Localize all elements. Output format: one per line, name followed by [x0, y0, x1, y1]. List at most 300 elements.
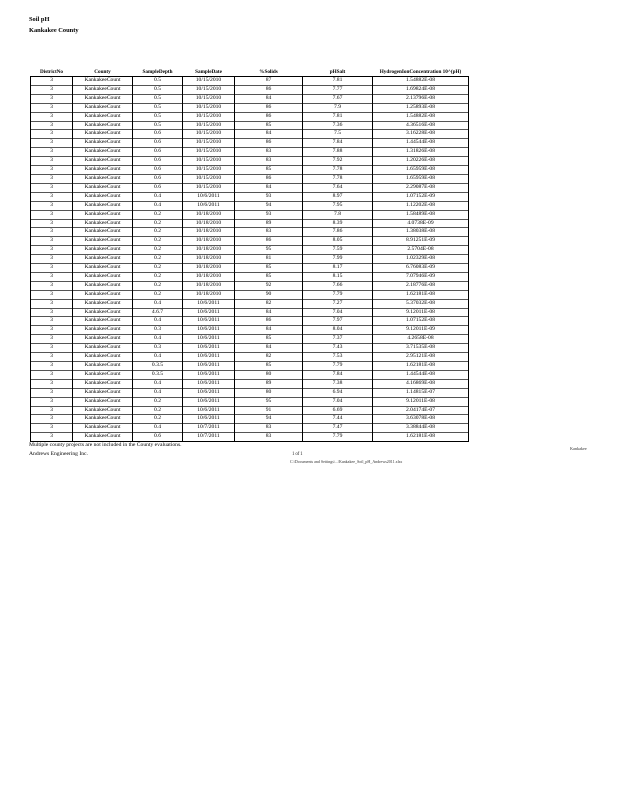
table-row — [31, 388, 469, 397]
table-cell: 2.5704E-08 — [373, 246, 469, 255]
table-cell: 9.12011E-08 — [373, 308, 469, 317]
table-cell: 10/18/2010 — [183, 255, 235, 264]
table-row — [31, 353, 469, 362]
table-cell: KankakeeCount — [73, 130, 133, 139]
table-cell: 3 — [31, 210, 73, 219]
table-cell: 9.12011E-08 — [373, 397, 469, 406]
table-cell: 7.64 — [303, 183, 373, 192]
table-cell: 2.95121E-08 — [373, 353, 469, 362]
table-cell: 7.77 — [303, 85, 373, 94]
table-cell: 0.4 — [133, 379, 183, 388]
table-cell: 0.2 — [133, 228, 183, 237]
table-cell: 0.2 — [133, 264, 183, 273]
table-cell: 1.44544E-08 — [373, 139, 469, 148]
table-cell: 10/6/2011 — [183, 388, 235, 397]
table-row — [31, 201, 469, 210]
table-cell: 7.79 — [303, 433, 373, 442]
table-cell: 10/6/2011 — [183, 335, 235, 344]
table-row — [31, 85, 469, 94]
table-cell: KankakeeCount — [73, 344, 133, 353]
table-cell: 0.6 — [133, 130, 183, 139]
table-cell: 3.71535E-08 — [373, 344, 469, 353]
table-cell: 10/6/2011 — [183, 326, 235, 335]
table-cell: 0.6 — [133, 183, 183, 192]
table-cell: 10/6/2011 — [183, 192, 235, 201]
table-cell: 10/6/2011 — [183, 344, 235, 353]
table-body — [31, 77, 469, 442]
table-cell: 3 — [31, 308, 73, 317]
table-cell: 3 — [31, 272, 73, 281]
table-cell: KankakeeCount — [73, 192, 133, 201]
table-cell: KankakeeCount — [73, 326, 133, 335]
table-cell: 86 — [235, 103, 303, 112]
table-cell: 89 — [235, 219, 303, 228]
table-cell: 7.47 — [303, 424, 373, 433]
table-cell: 80 — [235, 370, 303, 379]
table-cell: 3 — [31, 157, 73, 166]
table-cell: 0.5 — [133, 85, 183, 94]
table-cell: 10/6/2011 — [183, 299, 235, 308]
table-cell: 1.54882E-08 — [373, 77, 469, 86]
column-header: pHSalt — [303, 45, 373, 77]
table-cell: 92 — [235, 281, 303, 290]
table-cell: 1.31826E-08 — [373, 148, 469, 157]
table-cell: 10/6/2011 — [183, 370, 235, 379]
table-cell: 95 — [235, 246, 303, 255]
table-cell: 81 — [235, 255, 303, 264]
table-cell: 85 — [235, 335, 303, 344]
document-subtitle: Kankakee County — [29, 27, 79, 34]
table-cell: 7.81 — [303, 112, 373, 121]
table-cell: 3 — [31, 379, 73, 388]
table-cell: KankakeeCount — [73, 379, 133, 388]
table-row — [31, 237, 469, 246]
table-cell: 7.84 — [303, 370, 373, 379]
table-cell: 1.07152E-09 — [373, 192, 469, 201]
table-cell: 84 — [235, 326, 303, 335]
table-row — [31, 210, 469, 219]
table-cell: 3 — [31, 370, 73, 379]
table-cell: 8.39 — [303, 219, 373, 228]
table-cell: 3 — [31, 112, 73, 121]
table-cell: 10/7/2011 — [183, 433, 235, 442]
table-cell: 86 — [235, 112, 303, 121]
table-cell: 91 — [235, 406, 303, 415]
table-cell: 7.99 — [303, 255, 373, 264]
table-cell: KankakeeCount — [73, 370, 133, 379]
table-row — [31, 130, 469, 139]
table-cell: 3 — [31, 148, 73, 157]
table-cell: 3 — [31, 388, 73, 397]
table-cell: 7.86 — [303, 228, 373, 237]
table-cell: 83 — [235, 157, 303, 166]
table-cell: KankakeeCount — [73, 272, 133, 281]
table-cell: 7.8 — [303, 210, 373, 219]
table-cell: 0.2 — [133, 415, 183, 424]
table-row — [31, 433, 469, 442]
table-cell: KankakeeCount — [73, 183, 133, 192]
table-row — [31, 397, 469, 406]
table-cell: 3 — [31, 406, 73, 415]
table-cell: 83 — [235, 433, 303, 442]
footer-sheet-name: Kankakee — [570, 446, 587, 451]
table-cell: 7.78 — [303, 166, 373, 175]
table-cell: 10/18/2010 — [183, 228, 235, 237]
table-cell: 1.07152E-08 — [373, 317, 469, 326]
table-row — [31, 77, 469, 86]
table-cell: 10/18/2010 — [183, 272, 235, 281]
table-cell: KankakeeCount — [73, 397, 133, 406]
table-cell: 1.14815E-07 — [373, 388, 469, 397]
table-cell: 8.17 — [303, 264, 373, 273]
table-cell: 0.2 — [133, 246, 183, 255]
table-cell: 7.78 — [303, 174, 373, 183]
table-cell: 95 — [235, 397, 303, 406]
table-header-row — [31, 45, 469, 77]
table-cell: 83 — [235, 148, 303, 157]
table-cell: 85 — [235, 166, 303, 175]
table-cell: 94 — [235, 415, 303, 424]
table-cell: 80 — [235, 388, 303, 397]
table-row — [31, 317, 469, 326]
table-cell: 0.6 — [133, 433, 183, 442]
table-cell: 82 — [235, 299, 303, 308]
table-cell: 3 — [31, 166, 73, 175]
table-cell: 10/15/2010 — [183, 77, 235, 86]
table-cell: 4.6.7 — [133, 308, 183, 317]
table-cell: KankakeeCount — [73, 228, 133, 237]
table-row — [31, 103, 469, 112]
table-cell: KankakeeCount — [73, 424, 133, 433]
table-cell: 86 — [235, 317, 303, 326]
table-cell: KankakeeCount — [73, 219, 133, 228]
footer-company: Andrews Engineering Inc. — [29, 451, 88, 457]
table-cell: 0.2 — [133, 406, 183, 415]
table-cell: 7.9 — [303, 103, 373, 112]
table-cell: 85 — [235, 272, 303, 281]
table-cell: 10/15/2010 — [183, 121, 235, 130]
table-cell: KankakeeCount — [73, 317, 133, 326]
table-cell: 7.79 — [303, 362, 373, 371]
table-cell: 7.04 — [303, 397, 373, 406]
table-cell: KankakeeCount — [73, 77, 133, 86]
soil-ph-table — [30, 45, 469, 442]
table-cell: 0.4 — [133, 192, 183, 201]
table-cell: 1.54882E-08 — [373, 112, 469, 121]
table-cell: 7.27 — [303, 299, 373, 308]
table-cell: 0.5 — [133, 103, 183, 112]
table-cell: 3 — [31, 139, 73, 148]
table-cell: 10/6/2011 — [183, 379, 235, 388]
table-cell: 10/15/2010 — [183, 130, 235, 139]
table-cell: 0.4 — [133, 299, 183, 308]
table-cell: 1.62181E-08 — [373, 433, 469, 442]
table-cell: 1.38038E-08 — [373, 228, 469, 237]
table-cell: 0.4 — [133, 353, 183, 362]
table-cell: 7.97 — [303, 317, 373, 326]
table-cell: 10/18/2010 — [183, 281, 235, 290]
table-row — [31, 272, 469, 281]
table-cell: 3 — [31, 397, 73, 406]
table-cell: 3 — [31, 317, 73, 326]
table-row — [31, 299, 469, 308]
table-cell: 1.69824E-08 — [373, 85, 469, 94]
table-cell: 6.76083E-09 — [373, 264, 469, 273]
table-cell: 10/6/2011 — [183, 317, 235, 326]
table-cell: 3 — [31, 237, 73, 246]
table-cell: 10/18/2010 — [183, 264, 235, 273]
table-cell: 84 — [235, 130, 303, 139]
table-row — [31, 281, 469, 290]
table-cell: KankakeeCount — [73, 335, 133, 344]
table-row — [31, 308, 469, 317]
table-cell: 4.16869E-08 — [373, 379, 469, 388]
table-cell: KankakeeCount — [73, 85, 133, 94]
table-cell: 7.38 — [303, 379, 373, 388]
table-cell: 3 — [31, 103, 73, 112]
table-cell: 3 — [31, 246, 73, 255]
table-cell: 3 — [31, 344, 73, 353]
table-cell: 1.65959E-08 — [373, 166, 469, 175]
table-cell: KankakeeCount — [73, 94, 133, 103]
table-cell: 7.59 — [303, 246, 373, 255]
table-cell: 10/18/2010 — [183, 237, 235, 246]
table-cell: 86 — [235, 139, 303, 148]
table-cell: 10/15/2010 — [183, 183, 235, 192]
table-cell: 93 — [235, 210, 303, 219]
table-cell: 10/15/2010 — [183, 103, 235, 112]
table-cell: 10/6/2011 — [183, 362, 235, 371]
table-cell: 86 — [235, 174, 303, 183]
table-cell: 3 — [31, 130, 73, 139]
table-row — [31, 264, 469, 273]
table-cell: 0.6 — [133, 166, 183, 175]
table-row — [31, 255, 469, 264]
table-cell: 3 — [31, 415, 73, 424]
table-row — [31, 228, 469, 237]
table-cell: 3 — [31, 85, 73, 94]
table-cell: 10/15/2010 — [183, 174, 235, 183]
table-row — [31, 290, 469, 299]
table-cell: 10/15/2010 — [183, 157, 235, 166]
table-cell: 3 — [31, 219, 73, 228]
table-cell: 7.07946E-09 — [373, 272, 469, 281]
table-cell: 0.6 — [133, 174, 183, 183]
table-cell: 3 — [31, 424, 73, 433]
table-cell: 4.2658E-08 — [373, 335, 469, 344]
table-cell: 10/15/2010 — [183, 94, 235, 103]
table-cell: 0.5 — [133, 77, 183, 86]
table-cell: 7.36 — [303, 121, 373, 130]
document-title: Soil pH — [29, 16, 50, 23]
table-cell: 4.0738E-09 — [373, 219, 469, 228]
table-cell: 0.3 — [133, 344, 183, 353]
table-cell: 10/6/2011 — [183, 406, 235, 415]
column-header: %Solids — [235, 45, 303, 77]
table-cell: KankakeeCount — [73, 308, 133, 317]
table-cell: KankakeeCount — [73, 112, 133, 121]
table-cell: 0.3.5 — [133, 362, 183, 371]
table-cell: 9.12011E-09 — [373, 326, 469, 335]
table-cell: KankakeeCount — [73, 148, 133, 157]
table-cell: 4.36516E-08 — [373, 121, 469, 130]
table-cell: KankakeeCount — [73, 201, 133, 210]
table-cell: KankakeeCount — [73, 415, 133, 424]
table-cell: 0.3 — [133, 326, 183, 335]
table-cell: 3 — [31, 77, 73, 86]
table-cell: 10/15/2010 — [183, 139, 235, 148]
table-cell: 89 — [235, 379, 303, 388]
table-cell: 7.79 — [303, 290, 373, 299]
table-row — [31, 148, 469, 157]
table-cell: 84 — [235, 344, 303, 353]
column-header: SampleDepth — [133, 45, 183, 77]
column-header: DistrictNo — [31, 45, 73, 77]
table-cell: 8.15 — [303, 272, 373, 281]
table-cell: 10/18/2010 — [183, 290, 235, 299]
table-cell: KankakeeCount — [73, 255, 133, 264]
table-cell: KankakeeCount — [73, 299, 133, 308]
table-row — [31, 370, 469, 379]
table-cell: 1.12202E-08 — [373, 201, 469, 210]
table-cell: KankakeeCount — [73, 166, 133, 175]
table-cell: 8.04 — [303, 326, 373, 335]
table-cell: 6.94 — [303, 388, 373, 397]
table-cell: 0.5 — [133, 94, 183, 103]
table-cell: 10/6/2011 — [183, 397, 235, 406]
table-row — [31, 379, 469, 388]
table-cell: 93 — [235, 192, 303, 201]
column-header: HydrogenIonConcentration 10^(pH) — [373, 45, 469, 77]
table-cell: 7.84 — [303, 139, 373, 148]
table-cell: 7.37 — [303, 335, 373, 344]
table-row — [31, 344, 469, 353]
table-cell: 7.66 — [303, 281, 373, 290]
table-cell: KankakeeCount — [73, 237, 133, 246]
table-cell: 0.2 — [133, 255, 183, 264]
table-cell: 3 — [31, 353, 73, 362]
table-cell: 2.29087E-08 — [373, 183, 469, 192]
table-cell: 10/15/2010 — [183, 166, 235, 175]
table-cell: 84 — [235, 94, 303, 103]
table-cell: 3 — [31, 228, 73, 237]
table-cell: 10/6/2011 — [183, 308, 235, 317]
table-row — [31, 183, 469, 192]
table-cell: 7.53 — [303, 353, 373, 362]
table-cell: 7.81 — [303, 77, 373, 86]
table-cell: 0.2 — [133, 237, 183, 246]
table-cell: 1.02329E-08 — [373, 255, 469, 264]
table-cell: 0.2 — [133, 281, 183, 290]
table-cell: 7.95 — [303, 201, 373, 210]
table-cell: 0.4 — [133, 201, 183, 210]
table-cell: 1.20226E-08 — [373, 157, 469, 166]
table-cell: 83 — [235, 424, 303, 433]
table-row — [31, 362, 469, 371]
table-cell: 0.6 — [133, 139, 183, 148]
table-cell: 3 — [31, 335, 73, 344]
table-cell: 3 — [31, 362, 73, 371]
table-cell: 3 — [31, 433, 73, 442]
table-row — [31, 335, 469, 344]
table-cell: 0.4 — [133, 335, 183, 344]
table-cell: 83 — [235, 228, 303, 237]
table-cell: 5.37032E-08 — [373, 299, 469, 308]
table-cell: 7.88 — [303, 148, 373, 157]
column-header: SampleDate — [183, 45, 235, 77]
table-cell: 0.2 — [133, 219, 183, 228]
table-cell: 3 — [31, 281, 73, 290]
table-row — [31, 121, 469, 130]
footer-page-number: 1 of 1 — [292, 452, 303, 457]
table-cell: 10/6/2011 — [183, 201, 235, 210]
table-cell: 86 — [235, 237, 303, 246]
table-cell: 10/6/2011 — [183, 415, 235, 424]
table-row — [31, 219, 469, 228]
table-cell: 1.25893E-08 — [373, 103, 469, 112]
table-cell: 3 — [31, 192, 73, 201]
table-cell: 1.58489E-08 — [373, 210, 469, 219]
table-cell: 7.67 — [303, 94, 373, 103]
table-cell: 3 — [31, 201, 73, 210]
table-row — [31, 166, 469, 175]
table-cell: KankakeeCount — [73, 121, 133, 130]
table-cell: 3 — [31, 94, 73, 103]
table-row — [31, 139, 469, 148]
table-cell: 0.2 — [133, 397, 183, 406]
table-cell: KankakeeCount — [73, 406, 133, 415]
table-cell: 8.97 — [303, 192, 373, 201]
table-cell: 3 — [31, 255, 73, 264]
table-cell: 1.62181E-08 — [373, 362, 469, 371]
table-cell: 10/18/2010 — [183, 219, 235, 228]
table-row — [31, 112, 469, 121]
table-cell: 3 — [31, 264, 73, 273]
table-cell: 0.2 — [133, 290, 183, 299]
table-cell: 0.3.5 — [133, 370, 183, 379]
table-cell: 6.69 — [303, 406, 373, 415]
table-cell: 0.5 — [133, 121, 183, 130]
table-cell: 85 — [235, 362, 303, 371]
table-cell: 3 — [31, 299, 73, 308]
table-cell: 8.05 — [303, 237, 373, 246]
table-cell: KankakeeCount — [73, 139, 133, 148]
table-cell: 0.5 — [133, 112, 183, 121]
table-cell: 0.4 — [133, 317, 183, 326]
table-row — [31, 174, 469, 183]
table-row — [31, 192, 469, 201]
table-row — [31, 415, 469, 424]
table-cell: KankakeeCount — [73, 157, 133, 166]
table-cell: 3 — [31, 326, 73, 335]
table-cell: 90 — [235, 290, 303, 299]
table-cell: 3.63078E-08 — [373, 415, 469, 424]
table-cell: 0.4 — [133, 424, 183, 433]
table-row — [31, 94, 469, 103]
table-cell: KankakeeCount — [73, 362, 133, 371]
table-cell: 94 — [235, 201, 303, 210]
table-cell: KankakeeCount — [73, 388, 133, 397]
table-cell: 3.16228E-08 — [373, 130, 469, 139]
table-row — [31, 326, 469, 335]
footer-note: Multiple county projects are not included in the County evaluations. — [29, 442, 182, 448]
table-cell: 2.04174E-07 — [373, 406, 469, 415]
table-cell: 0.6 — [133, 148, 183, 157]
table-row — [31, 157, 469, 166]
table-cell: KankakeeCount — [73, 103, 133, 112]
table-cell: 0.2 — [133, 272, 183, 281]
column-header: County — [73, 45, 133, 77]
